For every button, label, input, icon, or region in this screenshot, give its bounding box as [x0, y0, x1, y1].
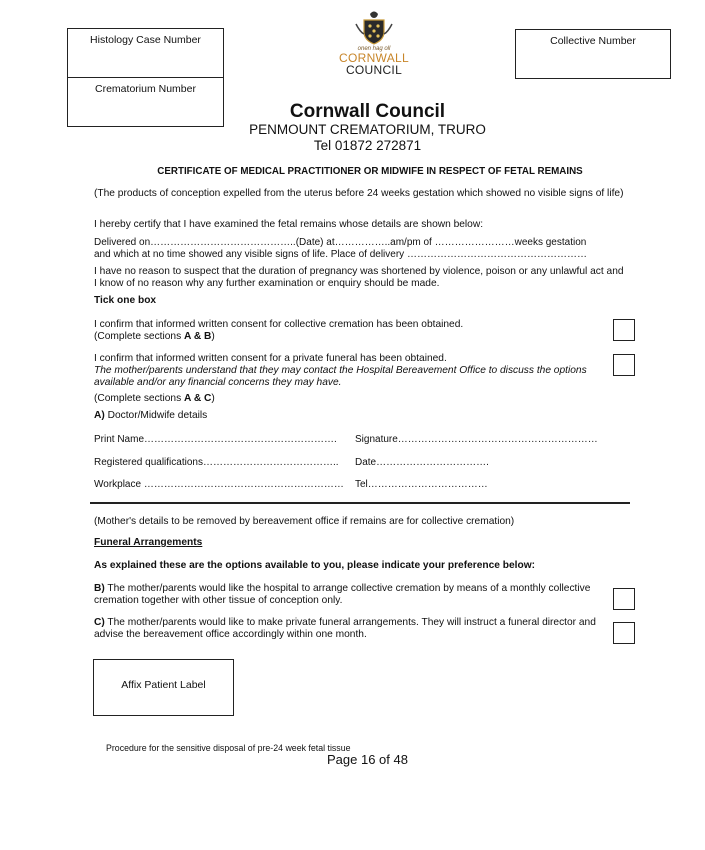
- option1-bold: A & B: [184, 331, 212, 342]
- option2-prefix: (Complete sections: [94, 393, 185, 404]
- funeral-arrangements-heading: Funeral Arrangements: [94, 537, 203, 548]
- cornwall-council-logo: [330, 8, 418, 80]
- option2-suffix: ): [211, 393, 215, 404]
- delivered-text: Delivered on……………………………………..(Date) at……………..am/pm of ……………………weeks gestation: [94, 237, 587, 248]
- option1-prefix: (Complete sections: [94, 331, 185, 342]
- crest-icon: [330, 8, 418, 48]
- section-divider: [90, 502, 630, 504]
- section-a-letter: A): [94, 410, 105, 421]
- no-reason-text: I have no reason to suspect that the duration of pregnancy was shortened by violence, poison or any unlawful act and I know of no reason why any further examination or enquiry should be made.: [94, 266, 624, 289]
- certify-text: I hereby certify that I have examined the fetal remains whose details are shown below:: [94, 219, 484, 230]
- option-c-description: The mother/parents would like to make private funeral arrangements. They will instruct a funeral director and advise the bereavement office accordingly within one month.: [94, 617, 596, 640]
- print-name-field[interactable]: Print Name………………………………………………….: [94, 434, 337, 445]
- delivered-line: [94, 237, 586, 249]
- private-funeral-checkbox[interactable]: [613, 354, 635, 376]
- affix-patient-label-text: Affix Patient Label: [121, 679, 206, 691]
- council-name: Cornwall Council: [289, 101, 446, 122]
- option2-sections: [94, 393, 215, 405]
- section-a-text: Doctor/Midwife details: [104, 410, 208, 421]
- collective-cremation-checkbox[interactable]: [613, 319, 635, 341]
- page-number: Page 16 of 48: [327, 752, 408, 767]
- option-b-description: The mother/parents would like the hospital to arrange collective cremation by means of a monthly collective cremation together with other tissue of conception only.: [94, 583, 591, 606]
- option1-suffix: ): [211, 331, 215, 342]
- options-intro: As explained these are the options available to you, please indicate your preference below:: [94, 560, 536, 571]
- logo-cornwall-text: CORNWALL: [339, 51, 409, 65]
- histology-case-number-box[interactable]: [67, 28, 224, 78]
- procedure-footer: Procedure for the sensitive disposal of pre-24 week fetal tissue: [106, 743, 351, 753]
- option-b-checkbox[interactable]: [613, 588, 635, 610]
- option-b-letter: B): [94, 583, 105, 594]
- signature-field[interactable]: Signature……………………………………………………: [355, 434, 598, 445]
- option1-text: I confirm that informed written consent for collective cremation has been obtained.: [94, 319, 464, 330]
- logo-council-text: COUNCIL: [345, 63, 403, 77]
- mothers-details-note: (Mother's details to be removed by bereavement office if remains are for collective cremation): [94, 516, 515, 527]
- no-signs-line: [94, 249, 587, 261]
- histology-case-number-label: Histology Case Number: [90, 34, 201, 46]
- intro-text: (The products of conception expelled from the uterus before 24 weeks gestation which showed no visible signs of life): [94, 188, 624, 199]
- crematorium-address: PENMOUNT CREMATORIUM, TRURO: [249, 122, 486, 137]
- no-signs-text: and which at no time showed any visible signs of life. Place of delivery ………………………………………………: [94, 249, 587, 260]
- option-c-checkbox[interactable]: [613, 622, 635, 644]
- collective-number-box[interactable]: [515, 29, 671, 79]
- certificate-title: CERTIFICATE OF MEDICAL PRACTITIONER OR MIDWIFE IN RESPECT OF FETAL REMAINS: [157, 166, 583, 177]
- logo-motto: onen hag oll: [357, 46, 391, 52]
- option-c-letter: C): [94, 617, 105, 628]
- option2-bold: A & C: [184, 393, 212, 404]
- date-field[interactable]: Date…………………………….: [355, 457, 489, 468]
- option-b-text: [94, 583, 606, 607]
- collective-number-label: Collective Number: [550, 35, 636, 47]
- tel-field[interactable]: Tel………………………………: [355, 479, 488, 490]
- tick-one-heading: Tick one box: [94, 295, 157, 306]
- option-c-text: [94, 617, 609, 641]
- qualifications-field[interactable]: Registered qualifications…………………………………..: [94, 457, 339, 468]
- crematorium-telephone: Tel 01872 272871: [313, 138, 422, 153]
- option2-text: I confirm that informed written consent for a private funeral has been obtained.: [94, 353, 447, 364]
- affix-patient-label-box[interactable]: [93, 659, 234, 716]
- option1-sections: [94, 331, 215, 343]
- crematorium-number-label: Crematorium Number: [95, 83, 196, 95]
- option2-italic-text: The mother/parents understand that they may contact the Hospital Bereavement Office to discuss the options available and/or any financial concerns they may have.: [94, 365, 587, 388]
- section-a-heading: [94, 410, 207, 422]
- workplace-field[interactable]: Workplace ……………………………………………………: [94, 479, 344, 490]
